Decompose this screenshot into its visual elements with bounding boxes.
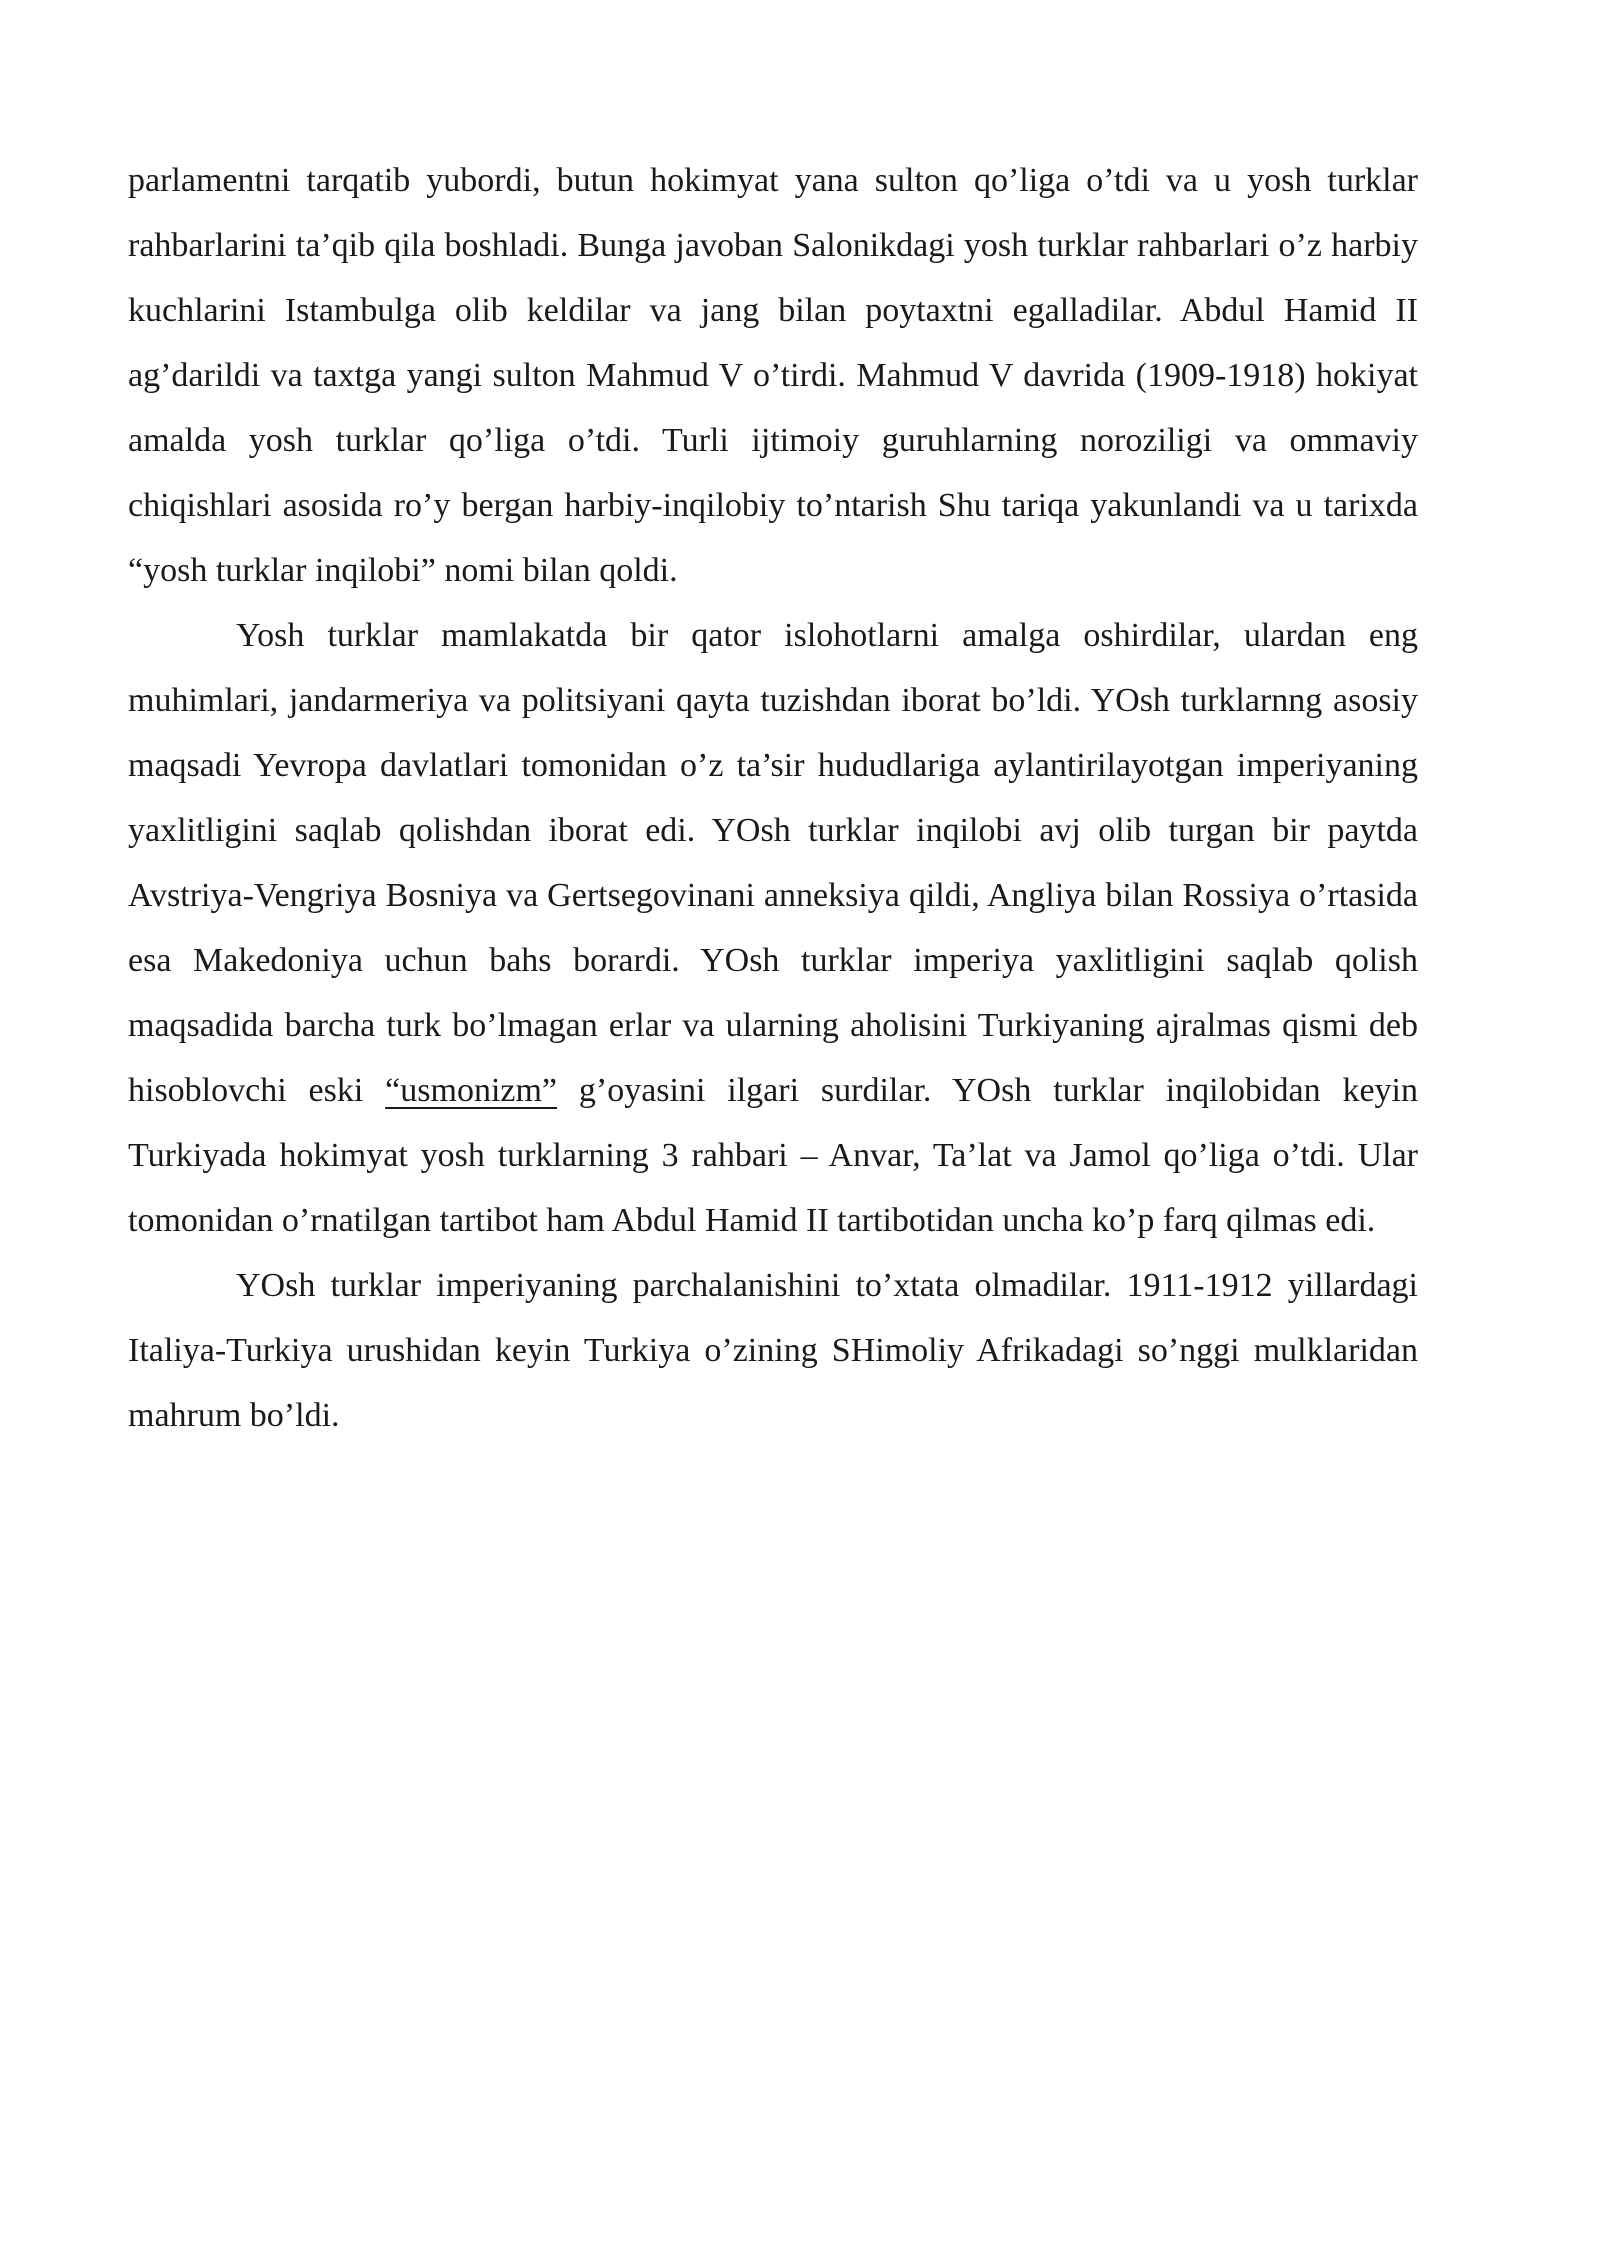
document-body (128, 148, 1418, 1448)
paragraph-2 (128, 603, 1418, 1253)
paragraph-2-text-after: g’oyasini ilgari surdilar. YOsh turklar inqilobidan keyin Turkiyada hokimyat yosh turklarning 3 rahbari – Anvar, Ta’lat va Jamol qo’liga o’tdi. Ular tomonidan o’rnatilgan tartibot ham Abdul Hamid II tartibotidan uncha ko’p farq qilmas edi. (128, 1072, 1418, 1239)
paragraph-1: parlamentni tarqatib yubordi, butun hokimyat yana sulton qo’liga o’tdi va u yosh turklar rahbarlarini ta’qib qila boshladi. Bunga javoban Salonikdagi yosh turklar rahbarlari o’z harbiy kuchlarini Istambulga olib keldilar va jang bilan poytaxtni egalladilar. Abdul Hamid II ag’darildi va taxtga yangi sulton Mahmud V o’tirdi. Mahmud V davrida (1909-1918) hokiyat amalda yosh turklar qo’liga o’tdi. Turli ijtimoiy guruhlarning noroziligi va ommaviy chiqishlari asosida ro’y bergan harbiy-inqilobiy to’ntarish Shu tariqa yakunlandi va u tarixda “yosh turklar inqilobi” nomi bilan qoldi. (128, 162, 1418, 589)
underlined-term-usmonizm: “usmonizm” (385, 1072, 558, 1109)
paragraph-3: YOsh turklar imperiyaning parchalanishini to’xtata olmadilar. 1911-1912 yillardagi Italiya-Turkiya urushidan keyin Turkiya o’zining SHimoliy Afrikadagi so’nggi mulklaridan mahrum bo’ldi. (128, 1267, 1418, 1434)
paragraph-2-text-before: Yosh turklar mamlakatda bir qator islohotlarni amalga oshirdilar, ulardan eng muhimlari, jandarmeriya va politsiyani qayta tuzishdan iborat bo’ldi. YOsh turklarnng asosiy maqsadi Yevropa davlatlari tomonidan o’z ta’sir hududlariga aylantirilayotgan imperiyaning yaxlitligini saqlab qolishdan iborat edi. YOsh turklar inqilobi avj olib turgan bir paytda Avstriya-Vengriya Bosniya va Gertsegovinani anneksiya qildi, Angliya bilan Rossiya o’rtasida esa Makedoniya uchun bahs borardi. YOsh turklar imperiya yaxlitligini saqlab qolish maqsadida barcha turk bo’lmagan erlar va ularning aholisini Turkiyaning ajralmas qismi deb hisoblovchi eski (128, 617, 1418, 1109)
